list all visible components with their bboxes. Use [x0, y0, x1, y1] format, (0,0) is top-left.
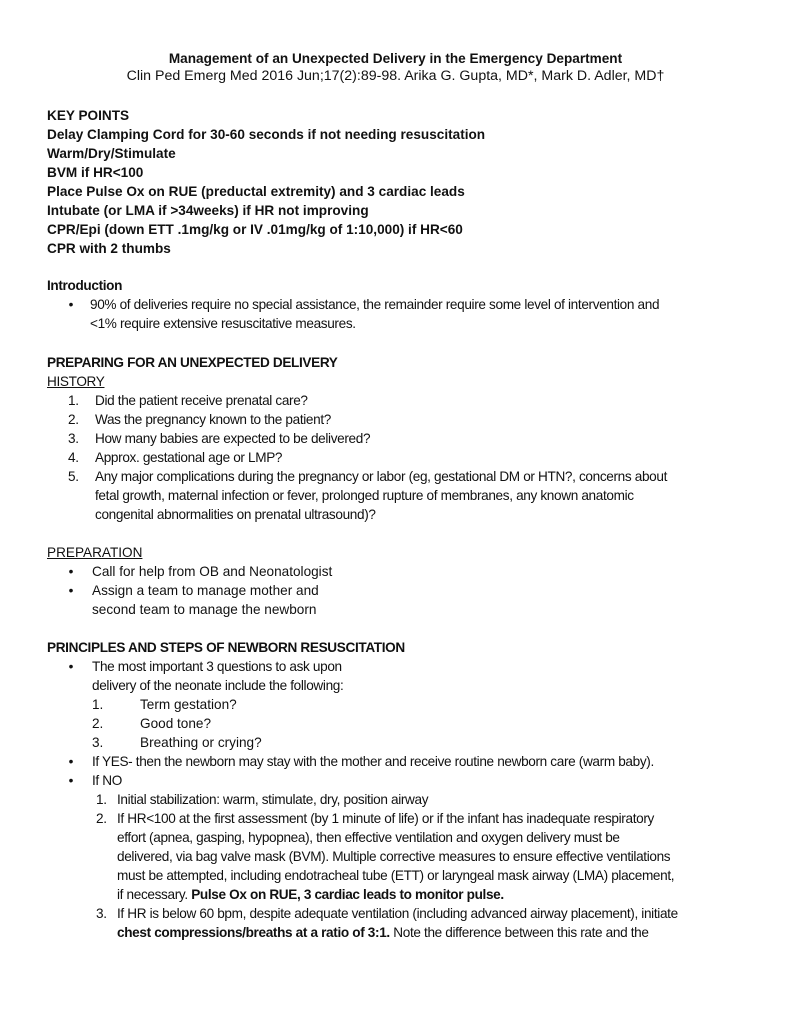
- step-item: [117, 923, 649, 942]
- bullet-icon: •: [68, 583, 74, 598]
- bullet-icon: •: [68, 297, 74, 312]
- key-points-heading: KEY POINTS: [47, 108, 130, 123]
- if-no-text: If NO: [92, 773, 122, 788]
- history-item: Approx. gestational age or LMP?: [95, 450, 283, 465]
- step-number: 3.: [96, 906, 107, 921]
- key-point: Warm/Dry/Stimulate: [47, 146, 176, 161]
- bullet-icon: •: [68, 754, 74, 769]
- history-item: congenital abnormalities on prenatal ultrasound)?: [95, 507, 376, 522]
- step-number: 1.: [96, 792, 107, 807]
- question-item: Term gestation?: [140, 697, 237, 712]
- preparation-item: Assign a team to manage mother and: [92, 583, 319, 598]
- history-item: Any major complications during the pregnancy or labor (eg, gestational DM or HTN?, concerns about: [95, 469, 668, 484]
- step-text: if necessary.: [117, 887, 192, 902]
- questions-intro: The most important 3 questions to ask upon: [92, 659, 342, 674]
- history-subheading: HISTORY: [47, 374, 105, 389]
- question-item: Good tone?: [140, 716, 212, 731]
- document-title: Management of an Unexpected Delivery in the Emergency Department: [168, 51, 623, 66]
- key-point: BVM if HR<100: [47, 165, 144, 180]
- preparation-subheading: PREPARATION: [47, 545, 143, 560]
- step-item: effort (apnea, gasping, hypopnea), then effective ventilation and oxygen delivery must be: [117, 830, 620, 845]
- history-number: 4.: [68, 450, 79, 465]
- if-yes-text: If YES- then the newborn may stay with the mother and receive routine newborn care (warm baby).: [92, 754, 654, 769]
- history-item: Did the patient receive prenatal care?: [95, 393, 308, 408]
- preparation-item: second team to manage the newborn: [92, 602, 317, 617]
- principles-heading: PRINCIPLES AND STEPS OF NEWBORN RESUSCITATION: [47, 640, 405, 655]
- bullet-icon: •: [68, 659, 74, 674]
- bullet-icon: •: [68, 564, 74, 579]
- key-point: CPR with 2 thumbs: [47, 241, 171, 256]
- key-point: CPR/Epi (down ETT .1mg/kg or IV .01mg/kg of 1:10,000) if HR<60: [47, 222, 463, 237]
- key-point: Place Pulse Ox on RUE (preductal extremity) and 3 cardiac leads: [47, 184, 465, 199]
- step-emphasis: Pulse Ox on RUE, 3 cardiac leads to monitor pulse.: [191, 887, 504, 902]
- step-text: Note the difference between this rate and the: [389, 925, 649, 940]
- question-item: Breathing or crying?: [140, 735, 262, 750]
- intro-bullet-line: 90% of deliveries require no special assistance, the remainder require some level of intervention and: [90, 297, 660, 312]
- history-number: 1.: [68, 393, 79, 408]
- question-number: 1.: [92, 697, 104, 712]
- key-point: Intubate (or LMA if >34weeks) if HR not improving: [47, 203, 369, 218]
- introduction-heading: Introduction: [47, 278, 123, 293]
- step-item: must be attempted, including endotracheal tube (ETT) or laryngeal mask airway (LMA) placement,: [117, 868, 675, 883]
- preparing-heading: PREPARING FOR AN UNEXPECTED DELIVERY: [47, 355, 338, 370]
- intro-bullet-line: <1% require extensive resuscitative measures.: [90, 316, 356, 331]
- question-number: 2.: [92, 716, 104, 731]
- step-item: If HR<100 at the first assessment (by 1 minute of life) or if the infant has inadequate respiratory: [117, 811, 654, 826]
- step-emphasis: chest compressions/breaths at a ratio of 3:1.: [117, 925, 390, 940]
- question-number: 3.: [92, 735, 104, 750]
- preparation-item: Call for help from OB and Neonatologist: [92, 564, 333, 579]
- step-item: delivered, via bag valve mask (BVM). Multiple corrective measures to ensure effective ventilations: [117, 849, 671, 864]
- step-item: If HR is below 60 bpm, despite adequate ventilation (including advanced airway placement), initiate: [117, 906, 678, 921]
- citation: Clin Ped Emerg Med 2016 Jun;17(2):89-98. Arika G. Gupta, MD*, Mark D. Adler, MD†: [126, 68, 665, 84]
- questions-intro: delivery of the neonate include the following:: [92, 678, 344, 693]
- history-number: 5.: [68, 469, 79, 484]
- key-point: Delay Clamping Cord for 30-60 seconds if not needing resuscitation: [47, 127, 486, 142]
- history-item: fetal growth, maternal infection or fever, prolonged rupture of membranes, any known anatomic: [95, 488, 634, 503]
- step-item: [117, 885, 504, 904]
- history-item: How many babies are expected to be delivered?: [95, 431, 371, 446]
- history-number: 2.: [68, 412, 79, 427]
- step-item: Initial stabilization: warm, stimulate, dry, position airway: [117, 792, 429, 807]
- history-item: Was the pregnancy known to the patient?: [95, 412, 331, 427]
- bullet-icon: •: [68, 773, 74, 788]
- step-number: 2.: [96, 811, 107, 826]
- history-number: 3.: [68, 431, 79, 446]
